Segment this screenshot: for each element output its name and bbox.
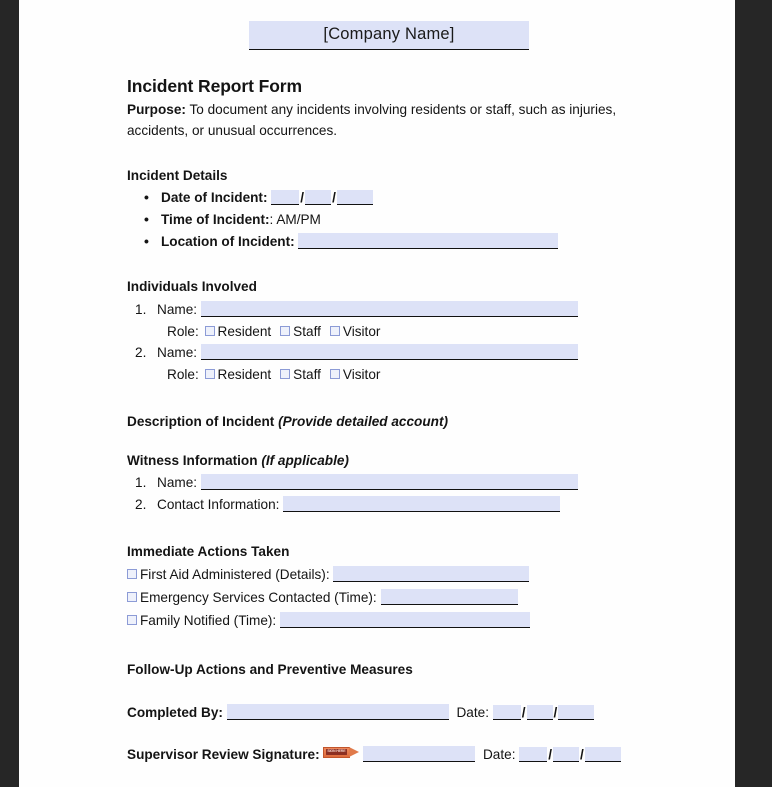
company-name-placeholder: [Company Name] bbox=[323, 25, 455, 44]
date-month-blank[interactable] bbox=[493, 705, 521, 720]
supervisor-date-field[interactable] bbox=[519, 745, 621, 765]
individual-1-name-input[interactable] bbox=[201, 301, 578, 317]
date-slash-2: / bbox=[553, 705, 558, 721]
date-slash-1: / bbox=[300, 190, 305, 206]
label-date-of-incident: Date of Incident: bbox=[161, 190, 268, 206]
description-note: (Provide detailed account) bbox=[278, 414, 449, 430]
supervisor-signature-input[interactable] bbox=[363, 746, 475, 762]
section-heading-individuals-involved: Individuals Involved bbox=[127, 279, 257, 295]
action-emergency-services-label: Emergency Services Contacted (Time): bbox=[140, 589, 377, 605]
checkbox-icon[interactable] bbox=[330, 326, 340, 336]
label-witness-2-contact: Contact Information: bbox=[157, 496, 280, 512]
individual-1-role-resident[interactable] bbox=[203, 324, 272, 339]
time-of-incident-suffix[interactable]: : AM/PM bbox=[269, 212, 321, 228]
checkbox-icon[interactable] bbox=[205, 369, 215, 379]
checkbox-icon[interactable] bbox=[280, 326, 290, 336]
document-content bbox=[127, 74, 697, 765]
label-witness-1-name: Name: bbox=[157, 475, 198, 491]
action-family-notified[interactable] bbox=[127, 610, 697, 633]
label-individual-2-role: Role: bbox=[167, 366, 199, 382]
document-page bbox=[19, 0, 735, 787]
supervisor-signature-row bbox=[127, 745, 697, 765]
label-completed-by: Completed By: bbox=[127, 705, 223, 721]
date-year-blank[interactable] bbox=[558, 705, 594, 720]
list-item-individual-1-role bbox=[157, 321, 697, 342]
date-month-blank[interactable] bbox=[271, 190, 299, 205]
list-item-individual-1-name bbox=[157, 299, 697, 320]
section-individuals-involved bbox=[127, 277, 697, 385]
list-item-location-of-incident bbox=[161, 231, 697, 253]
location-of-incident-input[interactable] bbox=[298, 233, 558, 249]
witness-note: (If applicable) bbox=[261, 452, 349, 468]
individual-2-role-staff[interactable] bbox=[278, 367, 321, 382]
purpose-paragraph bbox=[127, 100, 679, 141]
completed-by-input[interactable] bbox=[227, 704, 449, 720]
action-emergency-services-input[interactable] bbox=[381, 589, 518, 605]
role-option-label: Visitor bbox=[342, 323, 381, 339]
date-of-incident-field[interactable] bbox=[271, 187, 373, 209]
individual-1-role-line bbox=[167, 324, 387, 339]
label-completed-by-date: Date: bbox=[456, 705, 489, 721]
label-location-of-incident: Location of Incident: bbox=[161, 234, 295, 250]
completed-by-row bbox=[127, 703, 697, 723]
individual-1-role-visitor[interactable] bbox=[328, 324, 381, 339]
role-option-label: Visitor bbox=[342, 366, 381, 382]
section-incident-details bbox=[127, 166, 697, 254]
checkbox-icon[interactable] bbox=[127, 615, 137, 625]
role-option-label: Resident bbox=[217, 366, 272, 382]
individual-1-role-staff[interactable] bbox=[278, 324, 321, 339]
sign-here-flag-icon[interactable] bbox=[323, 747, 361, 758]
section-heading-follow-up: Follow-Up Actions and Preventive Measures bbox=[127, 661, 413, 677]
label-time-of-incident: Time of Incident: bbox=[161, 212, 270, 228]
action-first-aid-label: First Aid Administered (Details): bbox=[140, 567, 330, 583]
label-supervisor-date: Date: bbox=[482, 746, 516, 762]
section-heading-immediate-actions: Immediate Actions Taken bbox=[127, 544, 290, 560]
date-slash-2: / bbox=[332, 190, 336, 206]
witness-1-name-input[interactable] bbox=[201, 474, 578, 490]
witness-list bbox=[127, 472, 697, 515]
section-description-of-incident bbox=[127, 412, 697, 432]
date-year-blank[interactable] bbox=[337, 190, 373, 205]
date-day-blank[interactable] bbox=[553, 747, 579, 762]
immediate-actions-list bbox=[127, 564, 697, 632]
section-heading-witness bbox=[127, 451, 697, 471]
page-title: Incident Report Form bbox=[127, 76, 302, 96]
label-supervisor-signature: Supervisor Review Signature: bbox=[127, 746, 320, 762]
date-slash-2: / bbox=[580, 746, 584, 762]
section-heading-description bbox=[127, 412, 697, 432]
sign-flag-arrow-tip bbox=[349, 747, 359, 757]
section-follow-up bbox=[127, 660, 697, 680]
action-emergency-services[interactable] bbox=[127, 587, 697, 610]
date-month-blank[interactable] bbox=[519, 747, 547, 762]
description-heading-text: Description of Incident bbox=[127, 414, 275, 430]
role-option-label: Staff bbox=[293, 366, 321, 382]
date-slash-1: / bbox=[548, 746, 553, 762]
checkbox-icon[interactable] bbox=[205, 326, 215, 336]
date-year-blank[interactable] bbox=[585, 747, 621, 762]
list-item-date-of-incident bbox=[161, 187, 697, 209]
section-witness-information bbox=[127, 451, 697, 516]
list-item-time-of-incident bbox=[161, 209, 697, 231]
list-item-individual-2-role bbox=[157, 364, 697, 385]
witness-2-contact-input[interactable] bbox=[283, 496, 560, 512]
company-name-field[interactable] bbox=[249, 21, 529, 50]
checkbox-icon[interactable] bbox=[280, 369, 290, 379]
individual-2-role-line bbox=[167, 367, 387, 382]
checkbox-icon[interactable] bbox=[127, 569, 137, 579]
list-item-witness-2-contact bbox=[157, 494, 697, 515]
list-item-witness-1-name bbox=[157, 472, 697, 493]
action-first-aid[interactable] bbox=[127, 564, 697, 587]
individual-2-role-visitor[interactable] bbox=[328, 367, 381, 382]
label-individual-2-name: Name: bbox=[157, 345, 198, 361]
completed-by-date-field[interactable] bbox=[493, 703, 595, 723]
section-immediate-actions bbox=[127, 542, 697, 632]
list-item-individual-2-name bbox=[157, 342, 697, 363]
label-individual-1-name: Name: bbox=[157, 302, 198, 318]
right-gutter bbox=[735, 0, 772, 787]
incident-details-list bbox=[127, 187, 697, 253]
sign-flag-tag bbox=[326, 749, 347, 755]
purpose-text: To document any incidents involving residents or staff, such as injuries, accidents, or unusual occurrences. bbox=[127, 102, 617, 139]
individual-2-name-input[interactable] bbox=[201, 344, 578, 360]
purpose-label: Purpose: bbox=[127, 102, 186, 118]
date-day-blank[interactable] bbox=[305, 190, 331, 205]
date-slash-1: / bbox=[521, 705, 526, 721]
action-family-notified-label: Family Notified (Time): bbox=[140, 612, 277, 628]
action-first-aid-input[interactable] bbox=[333, 566, 529, 582]
witness-heading-text: Witness Information bbox=[127, 452, 258, 468]
section-heading-incident-details: Incident Details bbox=[127, 167, 228, 183]
role-option-label: Staff bbox=[293, 323, 321, 339]
role-option-label: Resident bbox=[217, 323, 272, 339]
left-gutter bbox=[0, 0, 19, 787]
date-day-blank[interactable] bbox=[527, 705, 553, 720]
individuals-involved-list bbox=[127, 299, 697, 385]
checkbox-icon[interactable] bbox=[127, 592, 137, 602]
individual-2-role-resident[interactable] bbox=[203, 367, 272, 382]
label-individual-1-role: Role: bbox=[167, 323, 199, 339]
action-family-notified-input[interactable] bbox=[280, 612, 530, 628]
sign-flag-text: SIGN HERE bbox=[327, 749, 346, 754]
checkbox-icon[interactable] bbox=[330, 369, 340, 379]
